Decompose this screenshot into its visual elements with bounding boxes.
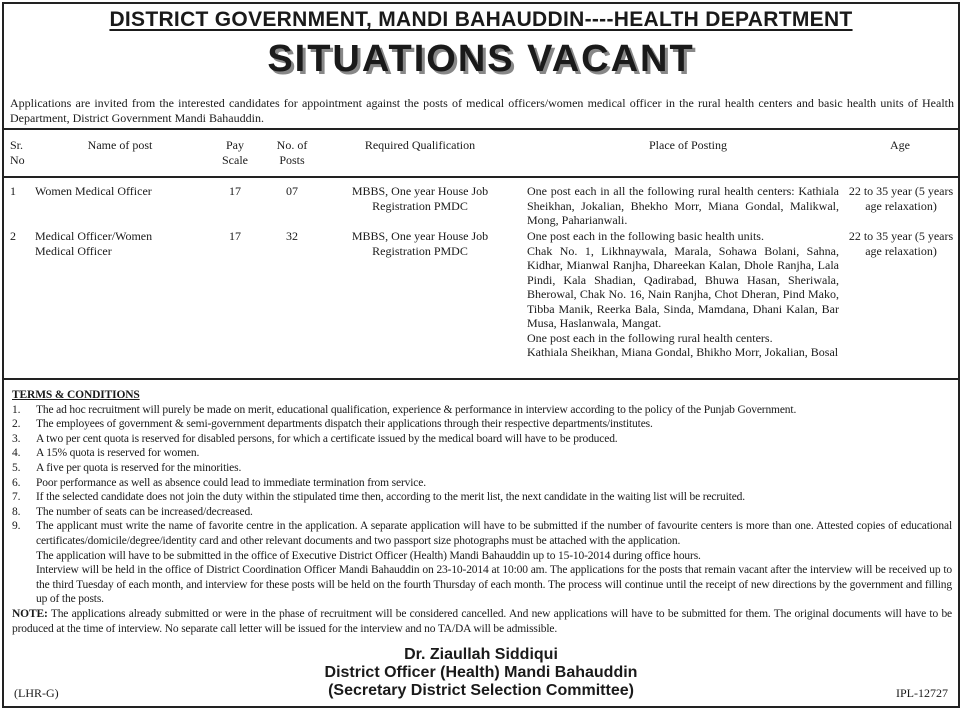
term-number: 6. bbox=[12, 476, 21, 489]
term-item bbox=[12, 490, 952, 505]
terms-heading: TERMS & CONDITIONS bbox=[12, 389, 140, 401]
cell-sr: 2 bbox=[10, 229, 16, 243]
header-sr: Sr. No bbox=[10, 138, 25, 167]
term-text: The number of seats can be increased/decreased. bbox=[36, 505, 253, 518]
cell-qualification: MBBS, One year House Job Registration PMDC bbox=[351, 184, 489, 213]
divider bbox=[4, 378, 958, 380]
footer-left-code: (LHR-G) bbox=[14, 686, 59, 700]
header-qualification: Required Qualification bbox=[364, 138, 476, 152]
note-label: NOTE: bbox=[12, 607, 48, 620]
term-text: A two per cent quota is reserved for disabled persons, for which a certificate issued by the medical board will have to be produced. bbox=[36, 432, 618, 445]
term-number: 1. bbox=[12, 403, 21, 416]
term-number: 4. bbox=[12, 447, 21, 460]
term-text: The applicant must write the name of favorite centre in the application. A separate application will have to be submitted if the number of favourite centers is more than one. Attested copies of educational certificates/domicile/degree/identity card and other relevant documents and two passport size photographs must be attached with the application. bbox=[36, 520, 952, 547]
place-intro: One post each in the following basic health units. bbox=[527, 229, 764, 243]
cell-posts: 32 bbox=[286, 229, 298, 243]
term-item bbox=[12, 461, 952, 476]
signatory-role: (Secretary District Selection Committee) bbox=[328, 682, 634, 699]
cell-sr: 1 bbox=[10, 184, 16, 198]
cell-age: 22 to 35 year (5 years age relaxation) bbox=[848, 184, 954, 213]
cell-place: One post each in all the following rural health centers: Kathiala Sheikhan, Jokalian, Bhekho Morr, Miana Gondal, Malikwal, Mong, Paharianwali. bbox=[527, 184, 839, 227]
cell-pay: 17 bbox=[229, 229, 241, 243]
divider bbox=[4, 128, 958, 130]
place-intro: One post each in the following rural health centers. bbox=[527, 330, 773, 345]
cell-pay: 17 bbox=[229, 184, 241, 198]
term-number: 9. bbox=[12, 520, 21, 533]
header-place: Place of Posting bbox=[649, 138, 727, 152]
header-name: Name of post bbox=[87, 138, 153, 152]
interview-info: Interview will be held in the office of District Coordination Officer Mandi Bahauddin on 23-10-2014 at 10:00 am. The applications for the posts that remain vacant after the interview will be received up to the third Tuesday of each month, and interview for these posts will be held on the fourth Thursday of each month. The process will continue until the receipt of new directions by the government and filling up of the posts. bbox=[36, 564, 952, 606]
term-text: The employees of government & semi-government departments dispatch their applications through their respective departments/institutes. bbox=[36, 418, 653, 431]
place-rhc-list: Kathiala Sheikhan, Miana Gondal, Bhikho Morr, Jokalian, Bosal bbox=[527, 345, 839, 359]
term-item bbox=[12, 417, 952, 432]
term-item bbox=[12, 432, 952, 447]
note bbox=[12, 607, 952, 636]
footer-right-code: IPL-12727 bbox=[896, 686, 948, 700]
term-number: 7. bbox=[12, 491, 21, 504]
term-text: If the selected candidate does not join the duty within the stipulated time then, according to the merit list, the next candidate in the waiting list will be recruited. bbox=[36, 491, 745, 504]
term-number: 2. bbox=[12, 418, 21, 431]
cell-name: Women Medical Officer bbox=[35, 184, 152, 198]
terms-and-conditions bbox=[12, 388, 952, 636]
department-title: DISTRICT GOVERNMENT, MANDI BAHAUDDIN----HEALTH DEPARTMENT bbox=[109, 8, 853, 31]
cell-posts: 07 bbox=[286, 184, 298, 198]
header-age: Age bbox=[890, 138, 910, 152]
signatory-title: District Officer (Health) Mandi Bahauddin bbox=[324, 664, 638, 681]
place-bhu-list: Chak No. 1, Likhnaywala, Marala, Sohawa Bolani, Sahna, Kidhar, Mianwal Ranjha, Dhareekan Kalan, Dhole Ranjha, Lala Pindi, Kala Shadian, Qadirabad, Bhuwa Hasan, Sheriwala, Bherowal, Chak No. 16, Nain Ranjha, Chot Dheran, Pind Mako, Tibba Manik, Reerka Bala, Sinda, Mamdana, Dhani Kalan, Bar Musa, Haslanwala, Mangat. bbox=[527, 243, 839, 330]
header-posts: No. of Posts bbox=[276, 138, 308, 167]
cell-age: 22 to 35 year (5 years age relaxation) bbox=[848, 229, 954, 258]
term-item bbox=[12, 446, 952, 461]
cell-place bbox=[527, 229, 839, 360]
term-text: A 15% quota is reserved for women. bbox=[36, 447, 200, 460]
submission-info: The application will have to be submitted in the office of Executive District Officer (Health) Mandi Bahauddin up to 15-10-2014 during office hours. bbox=[36, 549, 701, 562]
divider bbox=[4, 176, 958, 178]
term-item bbox=[12, 505, 952, 520]
headline: SITUATIONS VACANT bbox=[267, 38, 695, 80]
intro-paragraph: Applications are invited from the interested candidates for appointment against the posts of medical officers/women medical officer in the rural health centers and basic health units of Health Department, District Government Mandi Bahauddin. bbox=[10, 96, 954, 125]
term-number: 3. bbox=[12, 432, 21, 445]
header-pay: Pay Scale bbox=[222, 138, 248, 167]
term-number: 8. bbox=[12, 505, 21, 518]
term-text: A five per quota is reserved for the minorities. bbox=[36, 461, 242, 474]
term-text: The ad hoc recruitment will purely be made on merit, educational qualification, experience & performance in interview according to the policy of the Punjab Government. bbox=[36, 403, 797, 416]
cell-qualification: MBBS, One year House Job Registration PMDC bbox=[351, 229, 489, 258]
term-text: Poor performance as well as absence could lead to immediate termination from service. bbox=[36, 476, 426, 489]
term-item bbox=[12, 476, 952, 491]
cell-name: Medical Officer/Women Medical Officer bbox=[35, 229, 153, 258]
term-item bbox=[12, 403, 952, 418]
note-text: The applications already submitted or were in the phase of recruitment will be considered cancelled. And new applications will have to be submitted for them. The original documents will have to be produced at the time of interview. No separate call letter will be issued for the interview and no TA/DA will be admissible. bbox=[12, 607, 952, 635]
signatory-name: Dr. Ziaullah Siddiqui bbox=[404, 646, 558, 663]
term-item bbox=[12, 519, 952, 548]
term-number: 5. bbox=[12, 461, 21, 474]
